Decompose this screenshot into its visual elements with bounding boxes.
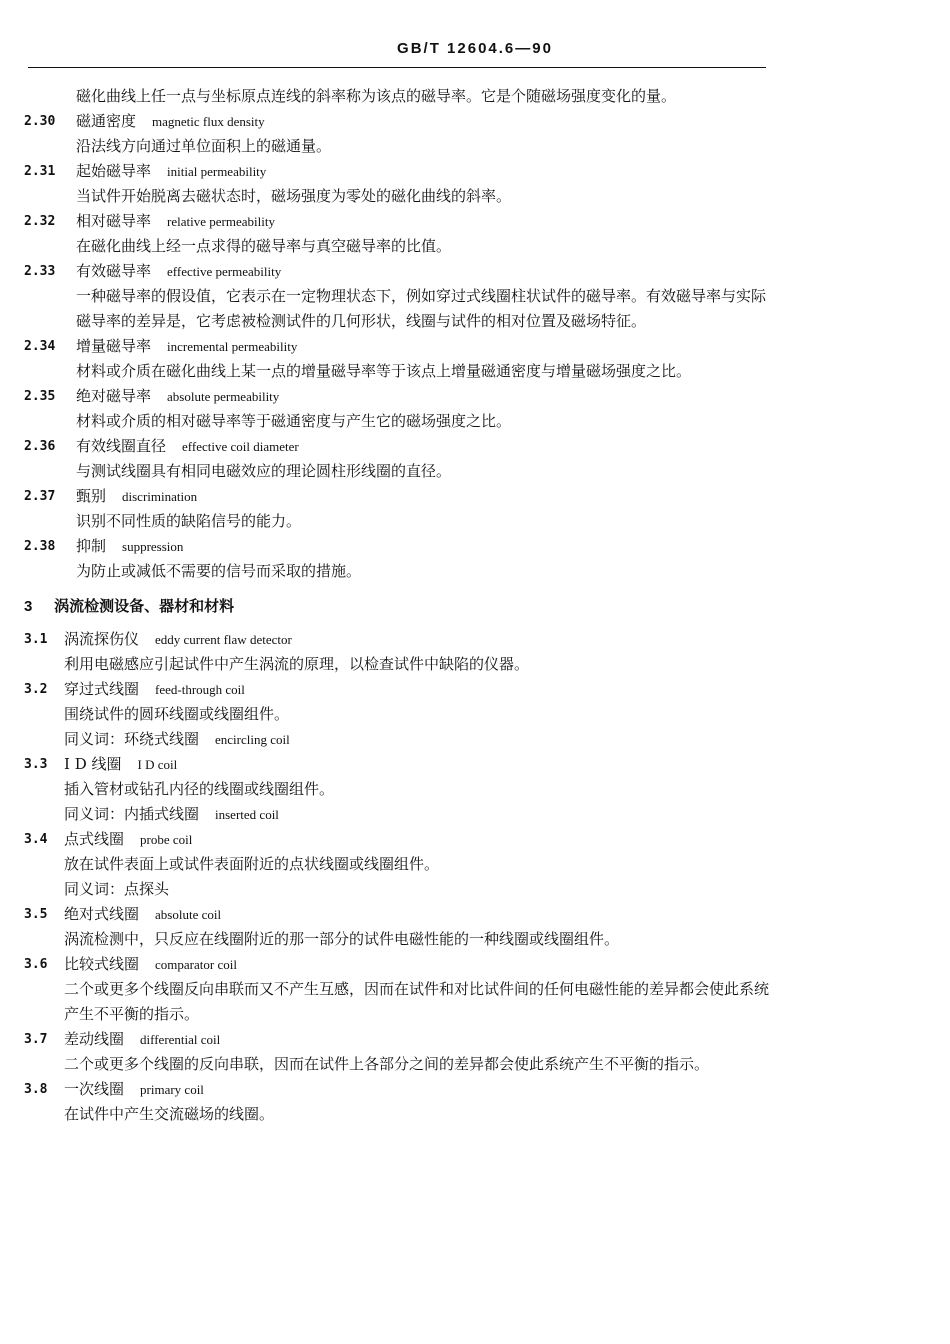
term-chinese: 有效磁导率: [76, 262, 152, 280]
term-number: 3.1: [24, 632, 48, 647]
term-heading: [24, 384, 769, 409]
term-definition: 二个或更多个线圈的反向串联，因而在试件上各部分之间的差异都会使此系统产生不平衡的指示。: [64, 1055, 710, 1073]
term-entry: [24, 209, 769, 259]
synonym-label: 同义词：环绕式线圈: [64, 730, 200, 748]
section-number: 3: [24, 598, 33, 615]
section-3-heading: [24, 594, 769, 619]
term-chinese: 绝对式线圈: [64, 905, 140, 923]
term-synonym: [24, 802, 769, 827]
term-synonym: [24, 877, 769, 902]
term-entry: [24, 109, 769, 159]
header-divider: [28, 67, 766, 68]
term-number: 3.3: [24, 757, 48, 772]
term-heading: [24, 902, 769, 927]
term-number: 3.4: [24, 832, 48, 847]
term-heading: [24, 209, 769, 234]
term-definition: 插入管材或钻孔内径的线圈或线圈组件。: [64, 780, 335, 798]
term-chinese: I D 线圈: [64, 755, 122, 773]
term-entry: [24, 484, 769, 534]
term-heading: [24, 434, 769, 459]
term-entry: [24, 677, 769, 752]
term-english: eddy current flaw detector: [155, 632, 292, 647]
term-entry: [24, 827, 769, 902]
term-entry: [24, 434, 769, 484]
term-english: suppression: [122, 539, 184, 554]
term-definition: 当试件开始脱离去磁状态时，磁场强度为零处的磁化曲线的斜率。: [76, 187, 512, 205]
term-number: 3.7: [24, 1032, 48, 1047]
term-number: 2.35: [24, 389, 56, 404]
term-number: 2.38: [24, 539, 56, 554]
term-english: comparator coil: [155, 957, 237, 972]
term-definition: 放在试件表面上或试件表面附近的点状线圈或线圈组件。: [64, 855, 440, 873]
term-heading: [24, 1027, 769, 1052]
term-english: I D coil: [137, 757, 178, 772]
term-number: 3.2: [24, 682, 48, 697]
term-heading: [24, 752, 769, 777]
term-definition: 识别不同性质的缺陷信号的能力。: [76, 512, 302, 530]
term-entry: [24, 534, 769, 584]
term-heading: [24, 1077, 769, 1102]
term-chinese: 一次线圈: [64, 1080, 125, 1098]
term-number: 3.6: [24, 957, 48, 972]
term-english: feed-through coil: [155, 682, 245, 697]
term-definition: 在试件中产生交流磁场的线圈。: [64, 1105, 275, 1123]
term-english: probe coil: [140, 832, 193, 847]
term-entry: [24, 902, 769, 952]
term-heading: [24, 484, 769, 509]
term-entry: [24, 159, 769, 209]
term-number: 2.31: [24, 164, 56, 179]
term-entry: [24, 1027, 769, 1077]
term-entry: [24, 952, 769, 1027]
term-chinese: 穿过式线圈: [64, 680, 140, 698]
term-number: 2.34: [24, 339, 56, 354]
term-number: 2.32: [24, 214, 56, 229]
term-chinese: 差动线圈: [64, 1030, 125, 1048]
term-chinese: 增量磁导率: [76, 337, 152, 355]
synonym-label: 同义词：内插式线圈: [64, 805, 200, 823]
term-entry: [24, 1077, 769, 1127]
term-heading: [24, 952, 769, 977]
term-heading: [24, 259, 769, 284]
section-2-entries: [24, 109, 769, 584]
term-definition: 涡流检测中，只反应在线圈附近的那一部分的试件电磁性能的一种线圈或线圈组件。: [64, 930, 620, 948]
term-entry: [24, 259, 769, 334]
term-definition: 材料或介质在磁化曲线上某一点的增量磁导率等于该点上增量磁通密度与增量磁场强度之比。: [76, 362, 692, 380]
term-number: 3.8: [24, 1082, 48, 1097]
term-chinese: 有效线圈直径: [76, 437, 167, 455]
term-number: 3.5: [24, 907, 48, 922]
term-definition: 利用电磁感应引起试件中产生涡流的原理，以检查试件中缺陷的仪器。: [64, 655, 530, 673]
term-english: discrimination: [122, 489, 198, 504]
term-chinese: 点式线圈: [64, 830, 125, 848]
term-chinese: 磁通密度: [76, 112, 137, 130]
term-synonym: [24, 727, 769, 752]
synonym-label: 同义词：点探头: [64, 880, 170, 898]
term-english: initial permeability: [167, 164, 267, 179]
document-body: [24, 84, 769, 1127]
term-definition: 围绕试件的圆环线圈或线圈组件。: [64, 705, 290, 723]
term-english: incremental permeability: [167, 339, 298, 354]
term-english: absolute permeability: [167, 389, 280, 404]
term-definition: 二个或更多个线圈反向串联而又不产生互感，因而在试件和对比试件间的任何电磁性能的差异都会使此系统产生不平衡的指示。: [64, 980, 770, 1023]
term-entry: [24, 334, 769, 384]
term-entry: [24, 384, 769, 434]
term-chinese: 抑制: [76, 537, 107, 555]
term-english: relative permeability: [167, 214, 275, 229]
section-title: 涡流检测设备、器材和材料: [54, 598, 235, 615]
term-number: 2.30: [24, 114, 56, 129]
term-chinese: 起始磁导率: [76, 162, 152, 180]
term-english: absolute coil: [155, 907, 222, 922]
term-definition: 一种磁导率的假设值，它表示在一定物理状态下，例如穿过式线圈柱状试件的磁导率。有效磁导率与实际磁导率的差异是，它考虑被检测试件的几何形状，线圈与试件的相对位置及磁场特征。: [76, 287, 767, 330]
term-chinese: 绝对磁导率: [76, 387, 152, 405]
term-english: primary coil: [140, 1082, 204, 1097]
term-definition: 为防止或减低不需要的信号而采取的措施。: [76, 562, 362, 580]
term-entry: [24, 627, 769, 677]
synonym-english: encircling coil: [215, 732, 290, 747]
term-chinese: 相对磁导率: [76, 212, 152, 230]
term-definition: 在磁化曲线上经一点求得的磁导率与真空磁导率的比值。: [76, 237, 452, 255]
intro-text: 磁化曲线上任一点与坐标原点连线的斜率称为该点的磁导率。它是个随磁场强度变化的量。: [76, 87, 677, 105]
synonym-english: inserted coil: [215, 807, 279, 822]
term-heading: [24, 827, 769, 852]
term-english: effective coil diameter: [182, 439, 299, 454]
term-heading: [24, 627, 769, 652]
term-heading: [24, 334, 769, 359]
term-english: differential coil: [140, 1032, 221, 1047]
term-chinese: 涡流探伤仪: [64, 630, 140, 648]
term-english: effective permeability: [167, 264, 282, 279]
term-definition: 沿法线方向通过单位面积上的磁通量。: [76, 137, 332, 155]
term-chinese: 甄别: [76, 487, 107, 505]
term-heading: [24, 677, 769, 702]
term-english: magnetic flux density: [152, 114, 265, 129]
section-3-entries: [24, 627, 769, 1127]
term-heading: [24, 159, 769, 184]
term-definition: 与测试线圈具有相同电磁效应的理论圆柱形线圈的直径。: [76, 462, 452, 480]
term-number: 2.36: [24, 439, 56, 454]
term-entry: [24, 752, 769, 827]
page-header-code: GB/T 12604.6—90: [397, 40, 553, 57]
term-number: 2.33: [24, 264, 56, 279]
term-chinese: 比较式线圈: [64, 955, 140, 973]
term-heading: [24, 534, 769, 559]
term-definition: 材料或介质的相对磁导率等于磁通密度与产生它的磁场强度之比。: [76, 412, 512, 430]
term-heading: [24, 109, 769, 134]
term-number: 2.37: [24, 489, 56, 504]
